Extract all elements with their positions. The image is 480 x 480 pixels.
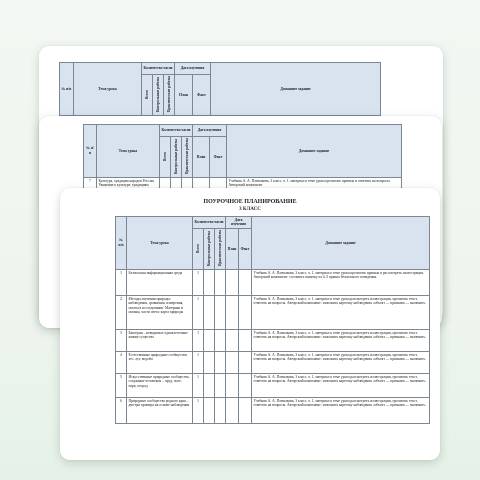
- table-row: [116, 373, 430, 397]
- header-plan: План: [193, 137, 210, 178]
- row-total: 1: [193, 329, 204, 351]
- header-num: № п/п: [60, 63, 74, 116]
- header-hours: Количество часов: [142, 63, 175, 75]
- header-num: № п/п: [84, 125, 97, 178]
- table-row: [116, 269, 430, 295]
- header-control: Контрольные работы: [153, 75, 164, 116]
- header-plan: План: [175, 75, 193, 116]
- header-topic: Тема урока: [74, 63, 142, 116]
- header-dates: Дата изучения: [175, 63, 211, 75]
- row-total: 1: [193, 397, 204, 423]
- row-topic: Безопасная информационная среда: [127, 269, 193, 295]
- header-total: Всего: [160, 137, 171, 178]
- header-total: Всего: [193, 228, 204, 269]
- header-topic: Тема урока: [127, 217, 193, 270]
- header-homework: Домашнее задание: [227, 125, 402, 178]
- row-homework: Учебник А. А. Плешакова, 3 класс, ч. 1, материал к теме урока рассмотреть иллюстрации, прочитать текст, ответить на вопросы. Авторский компонент: заполнить карточку наблюдения «объект — признаки — значение».: [252, 295, 430, 329]
- front-sheet: [60, 188, 440, 460]
- row-num: 5: [116, 373, 127, 397]
- row-num: 7: [84, 177, 97, 203]
- row-topic: Искусственные природные сообщества, созданные человеком – пруд, поле, парк, огород: [127, 373, 193, 397]
- header-hours: Количество часов: [193, 217, 226, 229]
- row-total: 1: [193, 351, 204, 373]
- header-dates: Дата изучения: [193, 125, 227, 137]
- row-homework: Учебник А. А. Плешакова, 3 класс, ч. 1, материал к теме урока рассмотреть иллюстрации, прочитать текст, ответить на вопросы. Авторский компонент: заполнить карточку наблюдения «объект — признаки — значение».: [252, 397, 430, 423]
- row-total: 1: [193, 269, 204, 295]
- row-num: 2: [116, 295, 127, 329]
- row-topic: Культура, традиции народов России. Уважение к культуре, традициям: [97, 177, 160, 203]
- row-homework: Учебник А. А. Плешакова, 3 класс, ч. 1, материал к теме урока прочитать правила и рассмотреть иллюстрации. Авторский компонент: составить памятку из 4–5 правил безопасного поведения.: [252, 269, 430, 295]
- header-fact: Факт: [239, 228, 252, 269]
- header-practical: Практические работы: [164, 75, 175, 116]
- header-plan: План: [226, 228, 239, 269]
- header-dates: Дата изучения: [226, 217, 252, 229]
- row-homework: Учебник А. А. Плешакова, 3 класс, ч. 1, материал к теме урока рассмотреть иллюстрации, прочитать текст, ответить на вопросы. Авторский компонент: заполнить карточку наблюдения «объект — признаки — значение».: [252, 351, 430, 373]
- row-topic: Бактерии – невидимые одноклеточные живые существа: [127, 329, 193, 351]
- header-control: Контрольные работы: [204, 228, 215, 269]
- header-control: Контрольные работы: [171, 137, 182, 178]
- row-num: 6: [116, 397, 127, 423]
- page-subtitle: 3 КЛАСС: [239, 207, 261, 212]
- header-practical: Практические работы: [215, 228, 226, 269]
- header-fact: Факт: [210, 137, 227, 178]
- page-title: ПОУРОЧНОЕ ПЛАНИРОВАНИЕ: [203, 199, 297, 205]
- row-homework: Учебник А. А. Плешакова, 3 класс, ч. 1, материал к теме урока рассмотреть иллюстрации, прочитать текст, ответить на вопросы. Авторский компонент: заполнить карточку наблюдения «объект — признаки — значение».: [252, 329, 430, 351]
- row-total: 1: [193, 373, 204, 397]
- row-homework: Учебник А. А. Плешакова, 3 класс, ч. 1, материал к теме урока прочитать правила и ответить на вопросы. Авторский компонент: [227, 177, 402, 203]
- header-homework: Домашнее задание: [252, 217, 430, 270]
- row-num: 1: [116, 269, 127, 295]
- table-row: [116, 397, 430, 423]
- header-fact: Факт: [193, 75, 211, 116]
- lesson-plan-table: [115, 216, 430, 424]
- row-total: 1: [193, 295, 204, 329]
- row-num: 3: [116, 329, 127, 351]
- header-total: Всего: [142, 75, 153, 116]
- header-topic: Тема урока: [97, 125, 160, 178]
- header-homework: Домашнее задание: [211, 63, 381, 116]
- header-hours: Количество часов: [160, 125, 193, 137]
- table-row: [116, 295, 430, 329]
- table-row: [116, 329, 430, 351]
- table-row: [116, 351, 430, 373]
- header-practical: Практические работы: [182, 137, 193, 178]
- row-num: 4: [116, 351, 127, 373]
- row-topic: Природные сообщества родного края – два-три примера на основе наблюдения: [127, 397, 193, 423]
- row-homework: Учебник А. А. Плешакова, 3 класс, ч. 1, материал к теме урока рассмотреть иллюстрации, прочитать текст, ответить на вопросы. Авторский компонент: заполнить карточку наблюдения «объект — признаки — значение».: [252, 373, 430, 397]
- header-num: № п/п: [116, 217, 127, 270]
- row-topic: Методы изучения природы: наблюдения, сравнения, измерения, опыты в исследовании. Материки и океаны, части света: карта природы: [127, 295, 193, 329]
- row-topic: Естественные природные сообщества: лес, луг, водоём: [127, 351, 193, 373]
